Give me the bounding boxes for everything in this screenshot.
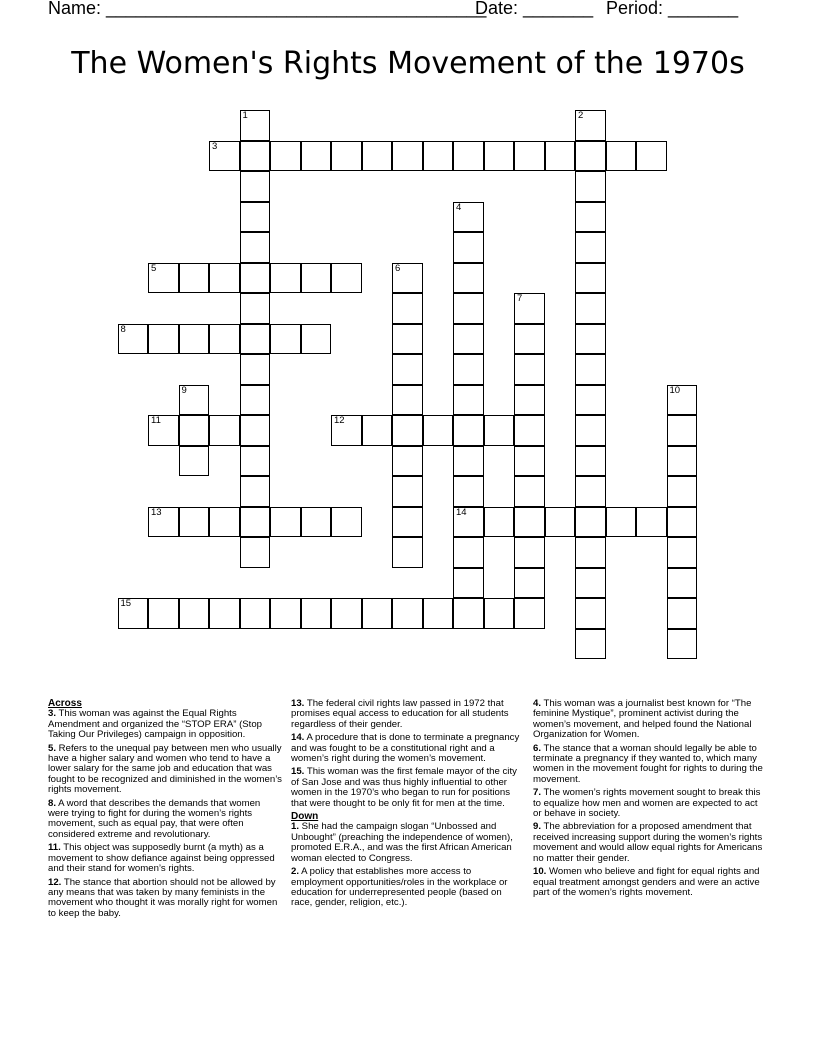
crossword-cell[interactable] <box>270 263 301 294</box>
crossword-cell[interactable] <box>514 141 545 172</box>
clue-text: The women’s rights movement sought to break this to equalize how men and women are expected to act or behave in society. <box>533 787 761 820</box>
clue-number: 5 <box>151 262 157 274</box>
crossword-cell[interactable] <box>667 629 698 660</box>
crossword-cell[interactable] <box>331 507 362 538</box>
crossword-cell[interactable] <box>514 537 545 568</box>
clue-item <box>291 822 525 864</box>
crossword-cell[interactable] <box>148 263 179 294</box>
crossword-cell[interactable] <box>575 598 606 629</box>
crossword-cell[interactable] <box>148 415 179 446</box>
crossword-cell[interactable] <box>331 598 362 629</box>
crossword-cell[interactable] <box>179 385 210 416</box>
crossword-cell[interactable] <box>453 263 484 294</box>
crossword-cell[interactable] <box>392 598 423 629</box>
crossword-cell[interactable] <box>453 202 484 233</box>
clue-item <box>291 699 525 730</box>
crossword-cell[interactable] <box>423 415 454 446</box>
clues-column-2 <box>291 699 525 912</box>
crossword-cell[interactable] <box>392 537 423 568</box>
crossword-cell[interactable] <box>514 507 545 538</box>
clue-number-label: 1. <box>291 821 300 833</box>
clue-item <box>533 699 767 741</box>
clue-number-label: 10. <box>533 866 547 878</box>
crossword-cell[interactable] <box>606 507 637 538</box>
clue-number: 8 <box>120 323 126 335</box>
crossword-cell[interactable] <box>575 415 606 446</box>
crossword-cell[interactable] <box>667 507 698 538</box>
crossword-cell[interactable] <box>240 141 271 172</box>
crossword-cell[interactable] <box>575 110 606 141</box>
crossword-cell[interactable] <box>453 141 484 172</box>
clue-text: This object was supposedly burnt (a myth) as a movement to show defiance against being oppressed and their stand for women’s rights. <box>48 842 275 875</box>
crossword-cell[interactable] <box>392 446 423 477</box>
crossword-cell[interactable] <box>392 141 423 172</box>
crossword-cell[interactable] <box>484 598 515 629</box>
crossword-cell[interactable] <box>453 354 484 385</box>
clue-text: This woman was a journalist best known for “The feminine Mystique”, prominent activist during the women’s movement, and helped found the National Organization for Women. <box>533 698 752 741</box>
clue-text: This woman was against the Equal Rights Amendment and organized the “STOP ERA” (Stop Taking Our Privileges) campaign in opposition. <box>48 708 263 741</box>
crossword-cell[interactable] <box>209 415 240 446</box>
crossword-cell[interactable] <box>423 141 454 172</box>
crossword-cell[interactable] <box>240 415 271 446</box>
crossword-cell[interactable] <box>209 141 240 172</box>
crossword-cell[interactable] <box>179 415 210 446</box>
clue-text: This woman was the first female mayor of the city of San Jose and was thus highly influential to other women in the 1970’s who began to run for positions that were thought to be only fit for men at the time. <box>291 766 517 809</box>
crossword-cell[interactable] <box>301 507 332 538</box>
clue-number: 12 <box>334 415 345 426</box>
clue-number-label: 8. <box>48 797 57 809</box>
clue-item <box>291 867 525 909</box>
crossword-cell[interactable] <box>575 537 606 568</box>
crossword-cell[interactable] <box>606 141 637 172</box>
down-heading: Down <box>291 811 319 823</box>
clue-number-label: 6. <box>533 742 542 754</box>
crossword-cell[interactable] <box>301 598 332 629</box>
clue-text: The abbreviation for a proposed amendment that received increasing support during the women’s rights movement and would allow equal rights for Americans no matter their gender. <box>533 821 763 864</box>
crossword-cell[interactable] <box>331 415 362 446</box>
clue-text: The stance that a woman should legally be able to terminate a pregnancy if they wanted to, which many women in the movement fought for rights to during the movement. <box>533 742 763 785</box>
crossword-cell[interactable] <box>118 598 149 629</box>
crossword-cell[interactable] <box>240 507 271 538</box>
clue-number: 9 <box>181 384 187 396</box>
crossword-cell[interactable] <box>453 476 484 507</box>
crossword-cell[interactable] <box>240 598 271 629</box>
crossword-cell[interactable] <box>453 598 484 629</box>
crossword-cell[interactable] <box>514 385 545 416</box>
clue-item <box>48 878 282 920</box>
clue-number-label: 13. <box>291 698 305 709</box>
clue-number-label: 4. <box>533 698 542 709</box>
crossword-cell[interactable] <box>240 110 271 141</box>
crossword-cell[interactable] <box>209 598 240 629</box>
crossword-cell[interactable] <box>636 507 667 538</box>
clue-number: 14 <box>456 506 467 518</box>
crossword-cell[interactable] <box>575 141 606 172</box>
crossword-cell[interactable] <box>392 354 423 385</box>
clue-text: Refers to the unequal pay between men who usually have a higher salary and women who tend to have a lower salary for the same job and education that was fought to be recognized and diminished in the women’s rights movement. <box>48 742 282 796</box>
clue-item <box>48 799 282 841</box>
clue-number-label: 12. <box>48 876 62 888</box>
crossword-cell[interactable] <box>392 415 423 446</box>
crossword-cell[interactable] <box>575 629 606 660</box>
crossword-cell[interactable] <box>240 293 271 324</box>
crossword-cell[interactable] <box>148 507 179 538</box>
crossword-cell[interactable] <box>575 354 606 385</box>
crossword-cell[interactable] <box>667 415 698 446</box>
crossword-cell[interactable] <box>240 232 271 263</box>
crossword-cell[interactable] <box>240 202 271 233</box>
crossword-cell[interactable] <box>179 324 210 355</box>
clue-number-label: 15. <box>291 766 305 778</box>
crossword-cell[interactable] <box>514 293 545 324</box>
clue-number-label: 11. <box>48 842 61 854</box>
crossword-cell[interactable] <box>575 507 606 538</box>
clue-number: 1 <box>242 110 248 121</box>
crossword-cell[interactable] <box>514 568 545 599</box>
crossword-cell[interactable] <box>667 385 698 416</box>
crossword-cell[interactable] <box>240 476 271 507</box>
crossword-cell[interactable] <box>240 385 271 416</box>
crossword-cell[interactable] <box>362 415 393 446</box>
crossword-cell[interactable] <box>514 354 545 385</box>
clue-text: A word that describes the demands that women were trying to fight for during the women’s rights movement, such as equal pay, that were often considered extreme and revolutionary. <box>48 797 261 840</box>
crossword-cell[interactable] <box>240 171 271 202</box>
crossword-cell[interactable] <box>514 476 545 507</box>
crossword-cell[interactable] <box>514 415 545 446</box>
crossword-cell[interactable] <box>392 263 423 294</box>
crossword-cell[interactable] <box>270 324 301 355</box>
crossword-cell[interactable] <box>240 324 271 355</box>
crossword-cell[interactable] <box>179 598 210 629</box>
crossword-cell[interactable] <box>179 446 210 477</box>
crossword-cell[interactable] <box>667 446 698 477</box>
clue-item <box>48 744 282 796</box>
clue-number: 13 <box>151 506 162 518</box>
crossword-cell[interactable] <box>270 598 301 629</box>
crossword-cell[interactable] <box>453 537 484 568</box>
crossword-cell[interactable] <box>514 598 545 629</box>
crossword-cell[interactable] <box>667 537 698 568</box>
crossword-cell[interactable] <box>453 232 484 263</box>
page-title: The Women's Rights Movement of the 1970s <box>71 46 745 81</box>
crossword-cell[interactable] <box>484 507 515 538</box>
crossword-cell[interactable] <box>575 476 606 507</box>
crossword-cell[interactable] <box>575 568 606 599</box>
crossword-cell[interactable] <box>331 141 362 172</box>
across-heading: Across <box>48 698 82 709</box>
crossword-cell[interactable] <box>301 141 332 172</box>
clue-number-label: 5. <box>48 742 57 754</box>
crossword-cell[interactable] <box>362 598 393 629</box>
crossword-cell[interactable] <box>331 263 362 294</box>
crossword-cell[interactable] <box>270 507 301 538</box>
clue-number-label: 9. <box>533 821 542 833</box>
clue-number: 6 <box>395 262 401 274</box>
crossword-cell[interactable] <box>270 141 301 172</box>
crossword-cell[interactable] <box>392 507 423 538</box>
clue-number: 2 <box>578 110 584 121</box>
crossword-cell[interactable] <box>179 507 210 538</box>
crossword-cell[interactable] <box>575 324 606 355</box>
crossword-cell[interactable] <box>575 232 606 263</box>
crossword-cell[interactable] <box>484 141 515 172</box>
crossword-cell[interactable] <box>301 263 332 294</box>
clue-text: She had the campaign slogan “Unbossed and Unbought” (preaching the independence of women), promoted E.R.A., and was the first African American woman elected to Congress. <box>291 821 513 864</box>
clue-item <box>533 744 767 786</box>
clue-number: 4 <box>456 201 462 213</box>
clue-item <box>533 788 767 819</box>
crossword-cell[interactable] <box>240 446 271 477</box>
crossword-cell[interactable] <box>667 568 698 599</box>
crossword-cell[interactable] <box>209 324 240 355</box>
crossword-cell[interactable] <box>392 476 423 507</box>
clue-text: Women who believe and fight for equal rights and equal treatment amongst genders and were an active part of the women’s rights movement. <box>533 866 760 898</box>
crossword-cell[interactable] <box>453 293 484 324</box>
crossword-cell[interactable] <box>575 446 606 477</box>
crossword-cell[interactable] <box>575 293 606 324</box>
crossword-cell[interactable] <box>392 324 423 355</box>
clues-column-3 <box>533 699 767 901</box>
clue-text: A policy that establishes more access to employment opportunities/roles in the workplace or education for underrepresented people (based on race, gender, religion, etc.). <box>291 866 508 909</box>
crossword-cell[interactable] <box>453 385 484 416</box>
clue-item <box>533 867 767 898</box>
crossword-cell[interactable] <box>575 171 606 202</box>
date-field-label[interactable]: Date: _______ <box>475 0 594 18</box>
crossword-cell[interactable] <box>453 324 484 355</box>
crossword-cell[interactable] <box>514 446 545 477</box>
crossword-cell[interactable] <box>575 263 606 294</box>
crossword-cell[interactable] <box>148 324 179 355</box>
clue-number: 10 <box>669 384 681 396</box>
clues-column-1 <box>48 699 282 922</box>
clue-text: A procedure that is done to terminate a pregnancy and was fought to be a constitutional right and a women’s right during the women’s movement. <box>291 732 520 765</box>
period-field-label[interactable]: Period: _______ <box>606 0 739 18</box>
crossword-cell[interactable] <box>362 141 393 172</box>
clue-item <box>48 709 282 740</box>
name-field-label[interactable]: Name: ______________________________________ <box>48 0 487 18</box>
crossword-cell[interactable] <box>453 568 484 599</box>
crossword-cell[interactable] <box>453 446 484 477</box>
crossword-cell[interactable] <box>240 263 271 294</box>
crossword-cell[interactable] <box>118 324 149 355</box>
crossword-cell[interactable] <box>453 507 484 538</box>
clue-number-label: 2. <box>291 866 300 878</box>
clue-number: 3 <box>212 140 218 152</box>
crossword-cell[interactable] <box>301 324 332 355</box>
crossword-cell[interactable] <box>148 598 179 629</box>
crossword-cell[interactable] <box>575 202 606 233</box>
crossword-cell[interactable] <box>514 324 545 355</box>
crossword-cell[interactable] <box>545 141 576 172</box>
clue-number-label: 14. <box>291 732 305 744</box>
clue-number: 15 <box>120 598 132 609</box>
clue-item <box>48 843 282 874</box>
clue-item <box>291 767 525 809</box>
clue-text: The federal civil rights law passed in 1972 that promises equal access to education for all students regardless of their gender. <box>291 698 509 730</box>
clue-number: 7 <box>517 293 523 304</box>
crossword-cell[interactable] <box>453 415 484 446</box>
crossword-cell[interactable] <box>545 507 576 538</box>
crossword-cell[interactable] <box>484 415 515 446</box>
crossword-cell[interactable] <box>392 385 423 416</box>
clue-item <box>533 822 767 864</box>
crossword-cell[interactable] <box>240 354 271 385</box>
crossword-cell[interactable] <box>209 507 240 538</box>
crossword-cell[interactable] <box>240 537 271 568</box>
clue-number-label: 7. <box>533 787 542 799</box>
clue-number-label: 3. <box>48 708 57 720</box>
crossword-cell[interactable] <box>423 598 454 629</box>
crossword-cell[interactable] <box>636 141 667 172</box>
clue-text: The stance that abortion should not be allowed by any means that was taken by many feminists in the movement who thought it was morally right for women to keep the baby. <box>48 876 278 919</box>
crossword-cell[interactable] <box>209 263 240 294</box>
crossword-cell[interactable] <box>667 476 698 507</box>
crossword-cell[interactable] <box>392 293 423 324</box>
crossword-cell[interactable] <box>667 598 698 629</box>
clue-item <box>291 733 525 764</box>
crossword-cell[interactable] <box>179 263 210 294</box>
crossword-cell[interactable] <box>575 385 606 416</box>
clue-number: 11 <box>151 415 161 426</box>
